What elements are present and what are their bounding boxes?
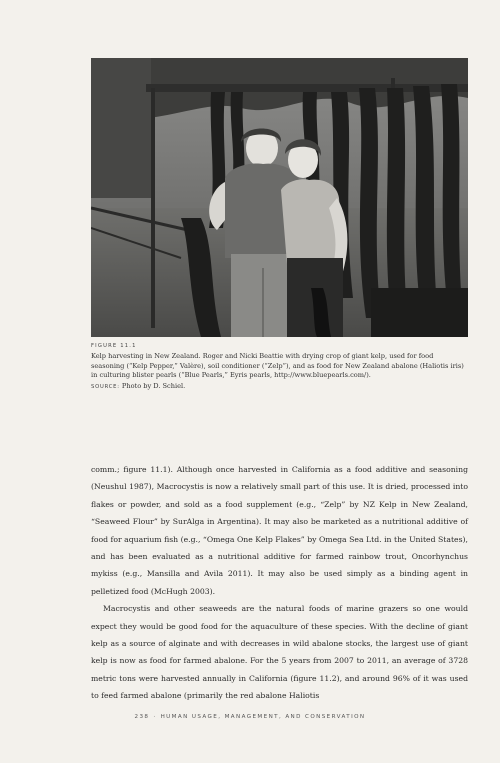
figure-caption: [91, 343, 468, 392]
body-text: [91, 461, 468, 705]
footer-separator: ·: [153, 714, 157, 720]
source-label: SOURCE:: [91, 383, 120, 390]
source-line: [91, 382, 468, 393]
running-title: HUMAN USAGE, MANAGEMENT, AND CONSERVATION: [160, 714, 366, 720]
caption-text: Kelp harvesting in New Zealand. Roger and Nicki Beattie with drying crop of giant kelp, used for food seasoning (“Kelp Pepper,” Valère), soil conditioner (“Zelp”), and as food for New Zealand abalone (Haliotis iris) in culturing blister pearls (“Blue Pearls,” Eyris pearls, http://www.bluepearls.com/).: [91, 352, 464, 380]
figure-label: FIGURE 11.1: [91, 343, 137, 349]
body-paragraph-2: Macrocystis and other seaweeds are the natural foods of marine grazers so one would expect they would be good food for the aquaculture of these species. With the decline of giant kelp as a source of alginate and with decreases in wild abalone stocks, the largest use of giant kelp is now as food for farmed abalone. For the 5 years from 2007 to 2011, an average of 3728 metric tons were harvested annually in California (figure 11.2), and around 96% of it was used to feed farmed abalone (primarily the red abalone Haliotis: [91, 604, 468, 701]
kelp-harvest-photo: [91, 58, 468, 337]
page-footer: [0, 714, 500, 720]
page-number: 238: [134, 714, 150, 720]
source-text: Photo by D. Schiel.: [121, 381, 186, 390]
body-paragraph-1: comm.; figure 11.1). Although once harvested in California as a food additive and seasoning (Neushul 1987), Macrocystis is now a relatively small part of this use. It is dried, processed into flakes or powder, and sold as a food supplement (e.g., “Zelp” by NZ Kelp in New Zealand, “Seaweed Flour” by SurAlga in Argentina). It may also be marketed as a nutritional additive of food for aquarium fish (e.g., “Omega One Kelp Flakes” by Omega Sea Ltd. in the United States), and has been evaluated as a nutritional additive for farmed rainbow trout, Oncorhynchus mykiss (e.g., Mansilla and Avila 2011). It may also be used simply as a binding agent in pelletized food (McHugh 2003).: [91, 465, 468, 596]
